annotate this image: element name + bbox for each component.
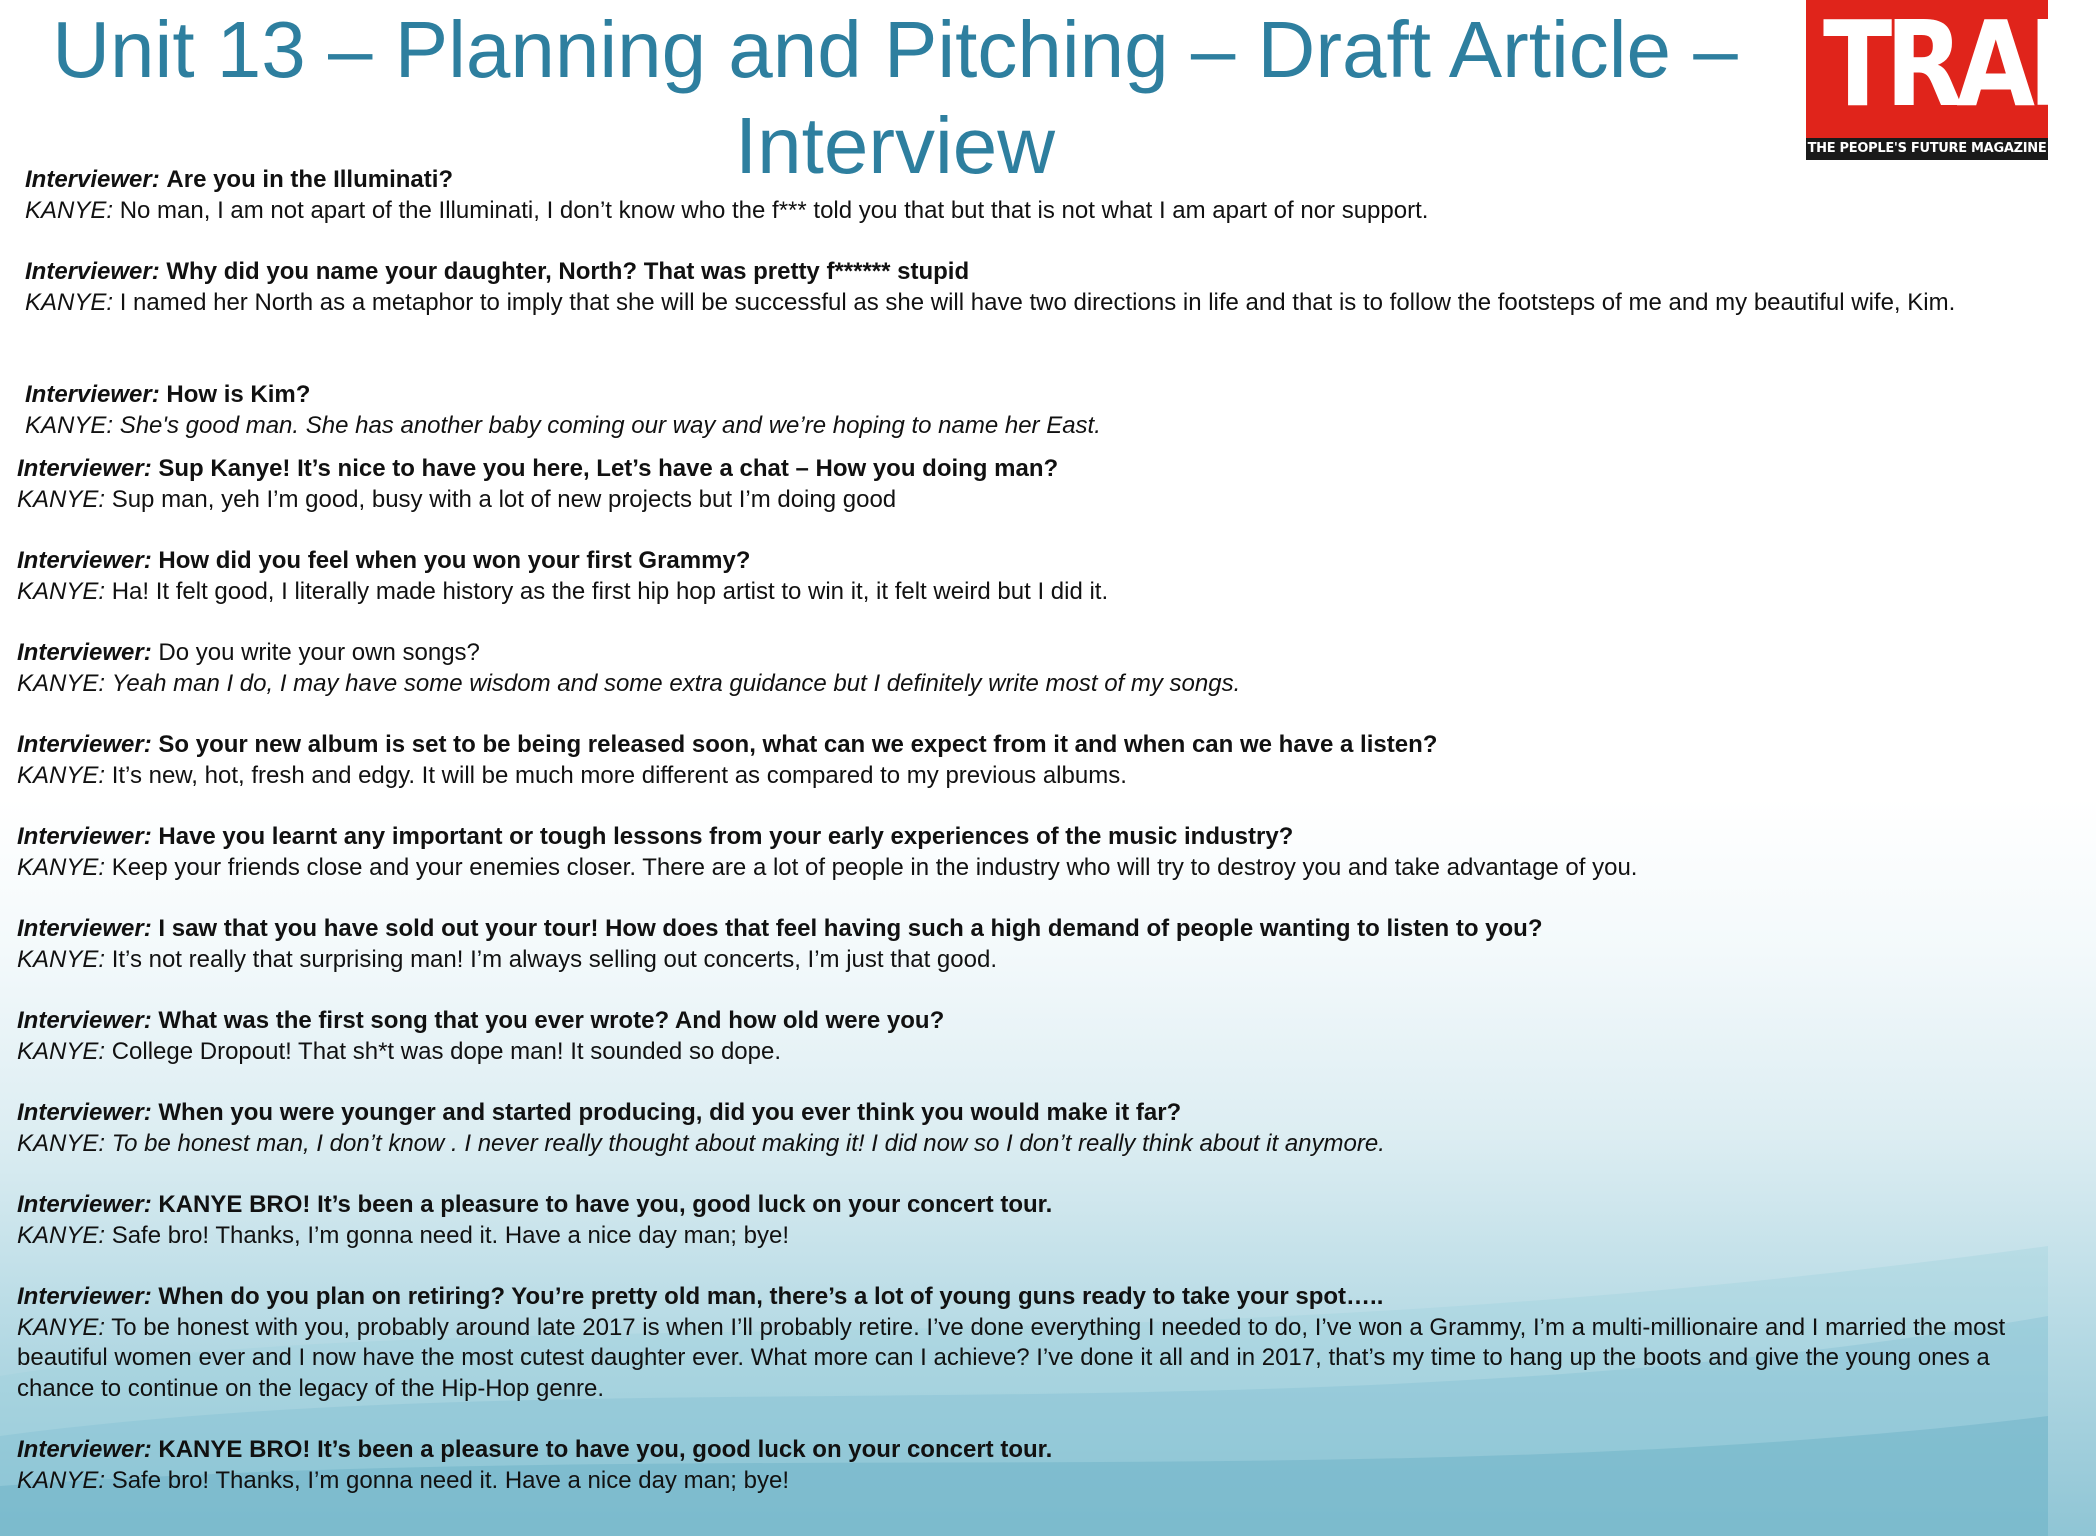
answer-text: Yeah man I do, I may have some wisdom and some extra guidance but I definitely write most of my songs. — [111, 669, 1241, 697]
answer-text: I named her North as a metaphor to imply that she will be successful as she will have two directions in life and that is to follow the footsteps of me and my beautiful wife, Kim. — [119, 288, 1956, 316]
kanye-label: KANYE: — [17, 485, 106, 513]
kanye-label: KANYE: — [17, 853, 106, 881]
qa-pair-5 — [17, 546, 2027, 607]
kanye-label: KANYE: — [25, 411, 114, 439]
question-text: Do you write your own songs? — [158, 639, 480, 666]
qa-pair-12 — [17, 1190, 2027, 1251]
answer-text: She's good man. She has another baby coming our way and we’re hoping to name her East. — [119, 411, 1101, 439]
interviewer-label: Interviewer: — [25, 258, 160, 285]
interviewer-label: Interviewer: — [17, 1436, 152, 1463]
answer-text: To be honest man, I don’t know . I never really thought about making it! I did now so I don’t really think about it anymore. — [111, 1129, 1385, 1157]
qa-pair-8 — [17, 822, 2027, 883]
answer-text: It’s not really that surprising man! I’m always selling out concerts, I’m just that good. — [111, 945, 997, 973]
qa-pair-6 — [17, 638, 2027, 699]
question-text: Sup Kanye! It’s nice to have you here, Let’s have a chat – How you doing man? — [158, 455, 1059, 482]
qa-pair-13 — [17, 1282, 2017, 1405]
page-title: Unit 13 – Planning and Pitching – Draft Article – Interview — [52, 5, 1738, 190]
qa-pair-11 — [17, 1098, 2027, 1159]
qa-pair-4 — [17, 454, 2027, 515]
kanye-label: KANYE: — [17, 945, 106, 973]
trap-magazine-logo — [1806, 0, 2096, 160]
interviewer-label: Interviewer: — [17, 915, 152, 942]
question-text: How is Kim? — [166, 381, 311, 408]
question-text: So your new album is set to be being released soon, what can we expect from it and when can we have a listen? — [158, 731, 1438, 758]
interviewer-label: Interviewer: — [17, 731, 152, 758]
kanye-label: KANYE: — [17, 577, 106, 605]
question-text: What was the first song that you ever wrote? And how old were you? — [158, 1007, 945, 1034]
kanye-label: KANYE: — [17, 669, 106, 697]
question-text: Why did you name your daughter, North? That was pretty f****** stupid — [166, 258, 970, 285]
qa-pair-10 — [17, 1006, 2027, 1067]
qa-pair-1 — [25, 165, 2015, 226]
interviewer-label: Interviewer: — [17, 1191, 152, 1218]
interviewer-label: Interviewer: — [17, 455, 152, 482]
answer-text: Keep your friends close and your enemies closer. There are a lot of people in the industry who will try to destroy you and take advantage of you. — [111, 853, 1638, 881]
answer-text: Safe bro! Thanks, I’m gonna need it. Have a nice day man; bye! — [111, 1466, 789, 1494]
kanye-label: KANYE: — [17, 1221, 106, 1249]
qa-pair-7 — [17, 730, 2027, 791]
question-text: Are you in the Illuminati? — [166, 166, 454, 193]
question-text: When you were younger and started producing, did you ever think you would make it far? — [158, 1099, 1182, 1126]
answer-text: To be honest with you, probably around late 2017 is when I’ll probably retire. I’ve done everything I needed to do, I’ve won a Grammy, I’m a multi-millionaire and I married the most beautiful women ever and I now have the most cutest daughter ever. What more can I achieve? I’ve done it all and in 2017, that’s my time to hang up the boots and give the young ones a chance to continue on the legacy of the Hip-Hop genre. — [17, 1313, 2006, 1403]
answer-text: College Dropout! That sh*t was dope man! It sounded so dope. — [111, 1037, 782, 1065]
logo-wordmark: TRAP — [1822, 0, 2096, 133]
question-text: When do you plan on retiring? You’re pretty old man, there’s a lot of young guns ready to take your spot….. — [158, 1283, 1384, 1310]
interviewer-label: Interviewer: — [17, 547, 152, 574]
interviewer-label: Interviewer: — [17, 1007, 152, 1034]
answer-text: Sup man, yeh I’m good, busy with a lot of new projects but I’m doing good — [111, 485, 897, 513]
question-text: I saw that you have sold out your tour! How does that feel having such a high demand of people wanting to listen to you? — [158, 915, 1543, 942]
interviewer-label: Interviewer: — [17, 823, 152, 850]
logo-tagline: THE PEOPLE'S FUTURE MAGAZINE — [1806, 138, 2048, 160]
interviewer-label: Interviewer: — [17, 1099, 152, 1126]
interviewer-label: Interviewer: — [17, 639, 152, 666]
interviewer-label: Interviewer: — [17, 1283, 152, 1310]
interviewer-label: Interviewer: — [25, 381, 160, 408]
qa-pair-2 — [25, 257, 2000, 318]
kanye-label: KANYE: — [17, 761, 106, 789]
qa-pair-9 — [17, 914, 2027, 975]
answer-text: No man, I am not apart of the Illuminati, I don’t know who the f*** told you that but that is not what I am apart of nor support. — [119, 196, 1429, 224]
kanye-label: KANYE: — [17, 1313, 106, 1341]
qa-pair-3 — [25, 380, 2015, 441]
question-text: KANYE BRO! It’s been a pleasure to have you, good luck on your concert tour. — [158, 1191, 1053, 1218]
kanye-label: KANYE: — [25, 288, 114, 316]
kanye-label: KANYE: — [17, 1129, 106, 1157]
answer-text: Ha! It felt good, I literally made history as the first hip hop artist to win it, it felt weird but I did it. — [111, 577, 1109, 605]
qa-pair-14 — [17, 1435, 2027, 1496]
kanye-label: KANYE: — [25, 196, 114, 224]
interviewer-label: Interviewer: — [25, 166, 160, 193]
answer-text: Safe bro! Thanks, I’m gonna need it. Have a nice day man; bye! — [111, 1221, 789, 1249]
question-text: Have you learnt any important or tough lessons from your early experiences of the music industry? — [158, 823, 1294, 850]
question-text: KANYE BRO! It’s been a pleasure to have you, good luck on your concert tour. — [158, 1436, 1053, 1463]
answer-text: It’s new, hot, fresh and edgy. It will be much more different as compared to my previous albums. — [111, 761, 1127, 789]
kanye-label: KANYE: — [17, 1037, 106, 1065]
kanye-label: KANYE: — [17, 1466, 106, 1494]
question-text: How did you feel when you won your first Grammy? — [158, 547, 751, 574]
